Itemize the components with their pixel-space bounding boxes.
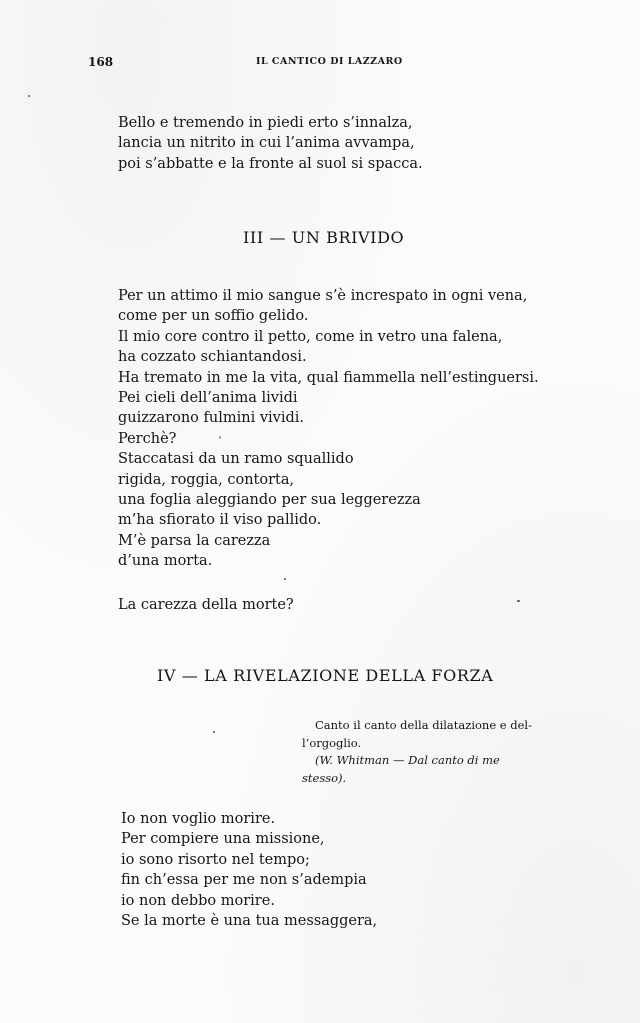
print-speck	[28, 95, 30, 97]
print-speck	[517, 600, 520, 602]
epigraph-attribution: (W. Whitman — Dal canto di me	[315, 753, 500, 767]
verse-line: Se la morte è una tua messaggera,	[121, 912, 378, 929]
verse-line: Staccatasi da un ramo squallido	[118, 451, 354, 468]
verse-line: d’una morta.	[118, 553, 213, 570]
section-3-closing-line	[118, 595, 294, 615]
verse-line: fin ch’essa per me non s’adempia	[121, 872, 367, 889]
verse-line: m’ha sfiorato il viso pallido.	[118, 512, 322, 529]
epigraph-quote-line: l’orgoglio.	[302, 735, 362, 750]
verse-line: Perchè?	[118, 430, 177, 447]
opening-stanza	[118, 113, 423, 174]
verse-line: io non debbo morire.	[121, 892, 275, 909]
verse-line: guizzarono fulmini vividi.	[118, 410, 305, 427]
verse-line: una foglia aleggiando per sua leggerezza	[118, 491, 421, 508]
verse-line: Pei cieli dell’anima lividi	[118, 389, 298, 406]
verse-line: come per un soffio gelido.	[118, 308, 309, 325]
verse-line: Il mio core contro il petto, come in vetro una falena,	[118, 328, 503, 345]
verse-line: poi s’abbatte e la fronte al suol si spacca.	[118, 155, 423, 172]
verse-line: La carezza della morte?	[118, 597, 294, 613]
verse-line: Bello e tremendo in piedi erto s’innalza,	[118, 115, 413, 131]
page-number: 168	[88, 55, 114, 69]
verse-line: ha cozzato schiantandosi.	[118, 349, 307, 366]
verse-line: M’è parsa la carezza	[118, 532, 271, 549]
section-4-poem	[121, 809, 377, 931]
verse-line: rigida, roggia, contorta,	[118, 471, 295, 488]
print-speck	[219, 436, 221, 439]
verse-line: Ha tremato in me la vita, qual fiammella nell’estinguersi.	[118, 369, 539, 386]
section-4-heading: IV — LA RIVELAZIONE DELLA FORZA	[157, 666, 494, 685]
print-speck	[284, 578, 286, 580]
verse-line: Per un attimo il mio sangue s’è increspato in ogni vena,	[118, 288, 528, 304]
epigraph-attribution: stesso).	[302, 770, 347, 785]
running-title: IL CANTICO DI LAZZARO	[256, 56, 403, 67]
verse-line: io sono risorto nel tempo;	[121, 851, 310, 868]
verse-line: Io non voglio morire.	[121, 811, 276, 827]
page-header	[88, 55, 548, 73]
verse-line: lancia un nitrito in cui l’anima avvampa,	[118, 135, 415, 152]
epigraph-quote-line: Canto il canto della dilatazione e del-	[315, 718, 532, 732]
print-speck	[213, 731, 215, 733]
section-3-heading: III — UN BRIVIDO	[243, 228, 405, 247]
epigraph	[302, 717, 552, 787]
section-3-poem	[118, 286, 539, 571]
verse-line: Per compiere una missione,	[121, 831, 325, 848]
